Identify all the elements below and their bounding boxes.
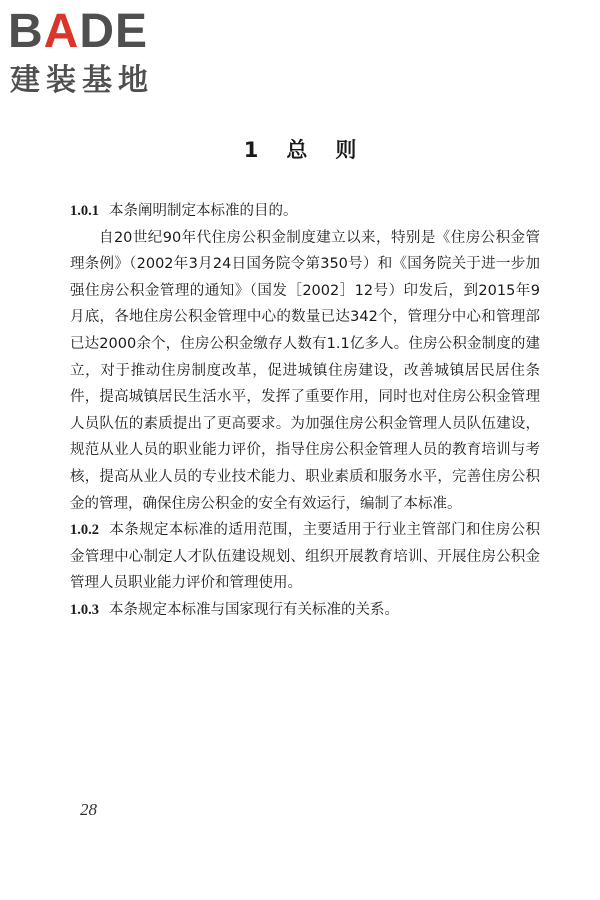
clause-text: 本条规定本标准与国家现行有关标准的关系。 bbox=[109, 601, 399, 618]
page-number: 28 bbox=[80, 800, 97, 819]
clause-1-0-3 bbox=[70, 597, 540, 624]
clause-number: 1.0.1 bbox=[70, 203, 99, 219]
logo-wordmark bbox=[8, 6, 148, 58]
bade-logo bbox=[8, 6, 188, 101]
clause-1-0-1-paragraph: 自20世纪90年代住房公积金制度建立以来，特别是《住房公积金管理条例》（2002年3月24日国务院令第350号）和《国务院关于进一步加强住房公积金管理的通知》（国发［2002］12号）印发后，到2015年9月底，各地住房公积金管理中心的数量已达342个，管理分中心和管理部已达2000余个，住房公积金缴存人数有1.1亿多人。住房公积金制度的建立，对于推动住房制度改革，促进城镇住房建设，改善城镇居民居住条件，提高城镇居民生活水平，发挥了重要作用，同时也对住房公积金管理人员队伍的素质提出了更高要求。为加强住房公积金管理人员队伍建设，规范从业人员的职业能力评价，指导住房公积金管理人员的教育培训与考核，提高从业人员的专业技术能力、职业素质和服务水平，完善住房公积金的管理，确保住房公积金的安全有效运行，编制了本标准。 bbox=[70, 229, 540, 512]
logo-letter-a: A bbox=[43, 5, 80, 58]
clause-text: 本条阐明制定本标准的目的。 bbox=[109, 203, 298, 219]
logo-letter-b: B bbox=[8, 5, 44, 58]
chapter-title-part-1: 总 bbox=[286, 138, 308, 162]
logo-letters-de: DE bbox=[79, 5, 149, 58]
logo-subtitle: 建装基地 bbox=[10, 63, 154, 98]
chapter-title-part-2: 则 bbox=[335, 138, 357, 162]
document-body bbox=[70, 198, 540, 624]
chapter-number: 1 bbox=[243, 138, 259, 162]
clause-text: 本条规定本标准的适用范围，主要适用于行业主管部门和住房公积金管理中心制定人才队伍建设规划、组织开展教育培训、开展住房公积金管理人员职业能力评价和管理使用。 bbox=[70, 522, 540, 592]
clause-number: 1.0.3 bbox=[70, 601, 99, 618]
clause-number: 1.0.2 bbox=[70, 522, 99, 539]
clause-1-0-2 bbox=[70, 517, 540, 597]
chapter-heading bbox=[0, 134, 600, 164]
clause-1-0-1 bbox=[70, 198, 540, 225]
